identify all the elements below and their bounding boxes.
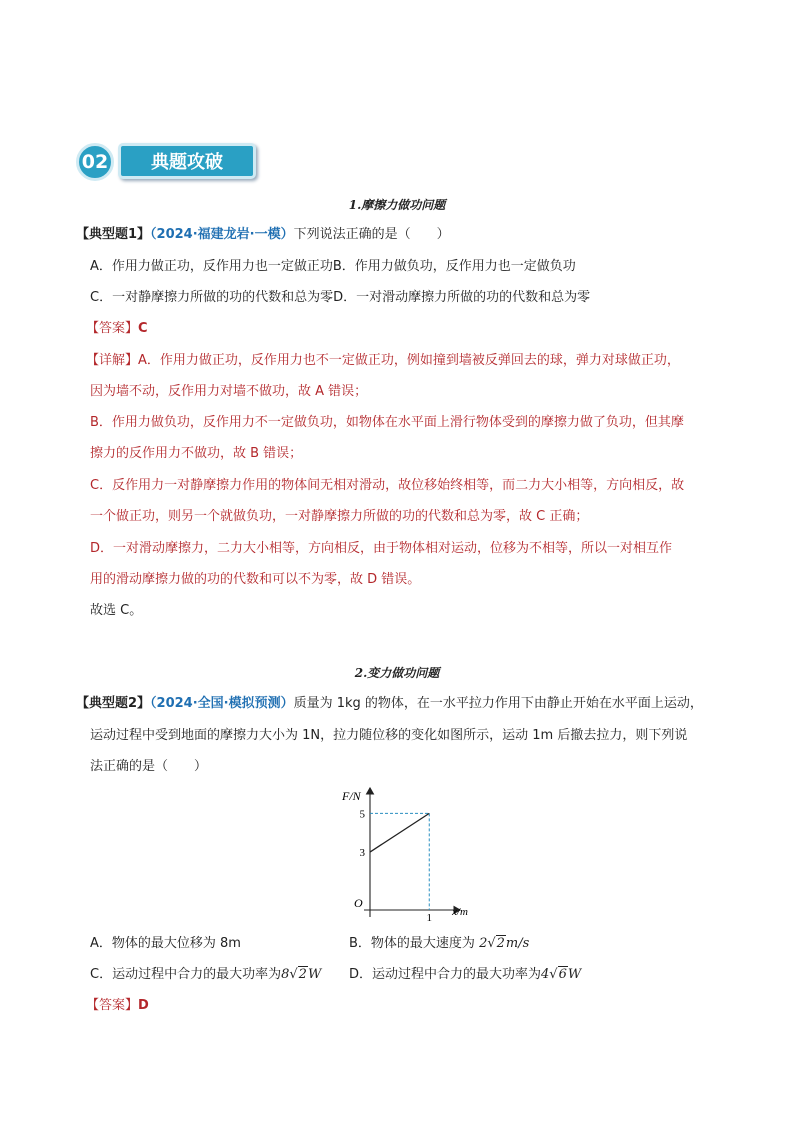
question1-prefix: 【典型题1】 (76, 227, 151, 242)
question1-line (76, 225, 450, 245)
option-b-unit: m/s (505, 936, 530, 951)
detail-d-line2: 用的滑动摩擦力做的功的代数和可以不为零，故 D 错误。 (90, 572, 421, 587)
option-d-unit: W (567, 967, 582, 982)
section-number-badge: 02 (76, 143, 114, 181)
question2-line1 (76, 694, 703, 714)
option-d-radicand: 6 (558, 967, 567, 982)
section2-heading: 2.变力做功问题 (354, 666, 440, 680)
answer2-value: D (138, 998, 149, 1013)
question2-option-a: A．物体的最大位移为 8m (90, 936, 241, 951)
question1-options-cd: C．一对静摩擦力所做的功的代数和总为零D．一对滑动摩擦力所做的功的代数和总为零 (90, 290, 591, 305)
chart-y-label: F/N (342, 789, 361, 803)
chart-x-label: x/m (452, 906, 468, 918)
option-d-coef: 4 (541, 967, 550, 982)
question2-line2: 运动过程中受到地面的摩擦力大小为 1N，拉力随位移的变化如图所示，运动 1m 后撤去拉力，则下列说 (90, 728, 688, 743)
option-b-coef: 2 (479, 936, 488, 951)
option-c-unit: W (307, 967, 322, 982)
option-b-radicand: 2 (496, 936, 505, 951)
question2-line3: 法正确的是（ ） (90, 759, 208, 774)
section-title-banner: 典题攻破 (118, 143, 256, 179)
answer2-line (86, 996, 149, 1016)
option-b-text: B．物体的最大速度为 (349, 936, 475, 951)
detail-d-line1: D．一对滑动摩擦力，二力大小相等，方向相反，由于物体相对运动，位移为不相等，所以一对相互作 (90, 541, 673, 556)
detail-c-line1: C．反作用力一对静摩擦力作用的物体间无相对滑动，故位移始终相等，而二力大小相等，方向相反，故 (90, 478, 685, 493)
section1-heading: 1.摩擦力做功问题 (348, 198, 446, 212)
chart-x-tick-1: 1 (426, 912, 433, 924)
option-c-coef: 8 (281, 967, 290, 982)
detail-a-line2: 因为墙不动，反作用力对墙不做功，故 A 错误； (90, 384, 368, 399)
chart-y-tick-3: 3 (359, 847, 365, 860)
option-c-radicand: 2 (298, 967, 307, 982)
chart-y-tick-5: 5 (359, 808, 365, 821)
question2-option-d: D．运动过程中合力的最大功率为4√6W (349, 967, 582, 982)
option-c-text: C．运动过程中合力的最大功率为 (90, 967, 282, 982)
question1-text: 下列说法正确的是（ ） (293, 227, 450, 242)
detail-a-line1 (86, 351, 680, 371)
question2-option-c: C．运动过程中合力的最大功率为8√2W (90, 967, 322, 982)
question1-source: （2024·福建龙岩·一模） (150, 227, 294, 242)
detail-b-line2: 擦力的反作用力不做功，故 B 错误； (90, 446, 303, 461)
force-displacement-chart (320, 782, 490, 924)
answer2-label: 【答案】 (86, 998, 139, 1013)
chart-origin-label: O (354, 896, 363, 910)
chart-series-line (370, 813, 429, 852)
detail-label: 【详解】 (86, 353, 139, 368)
detail-a-text1: A．作用力做正功，反作用力也不一定做正功，例如撞到墙被反弹回去的球，弹力对球做正功， (138, 353, 680, 368)
option-d-text: D．运动过程中合力的最大功率为 (349, 967, 542, 982)
answer1-line (86, 319, 148, 339)
question2-text1: 质量为 1kg 的物体，在一水平拉力作用下由静止开始在水平面上运动， (293, 696, 703, 711)
detail-c-line2: 一个做正功，则另一个就做负功，一对静摩擦力所做的功的代数和总为零，故 C 正确； (90, 509, 589, 524)
detail-conclusion: 故选 C。 (90, 603, 143, 618)
answer1-value: C (138, 321, 148, 336)
answer1-label: 【答案】 (86, 321, 139, 336)
detail-b-line1: B．作用力做负功，反作用力不一定做负功，如物体在水平面上滑行物体受到的摩擦力做了负功，但其摩 (90, 415, 684, 430)
question2-option-b: B．物体的最大速度为 2√2m/s (349, 936, 530, 951)
question2-source: （2024·全国·模拟预测） (150, 696, 294, 711)
question1-options-ab: A．作用力做正功，反作用力也一定做正功B．作用力做负功，反作用力也一定做负功 (90, 259, 576, 274)
question2-prefix: 【典型题2】 (76, 696, 151, 711)
